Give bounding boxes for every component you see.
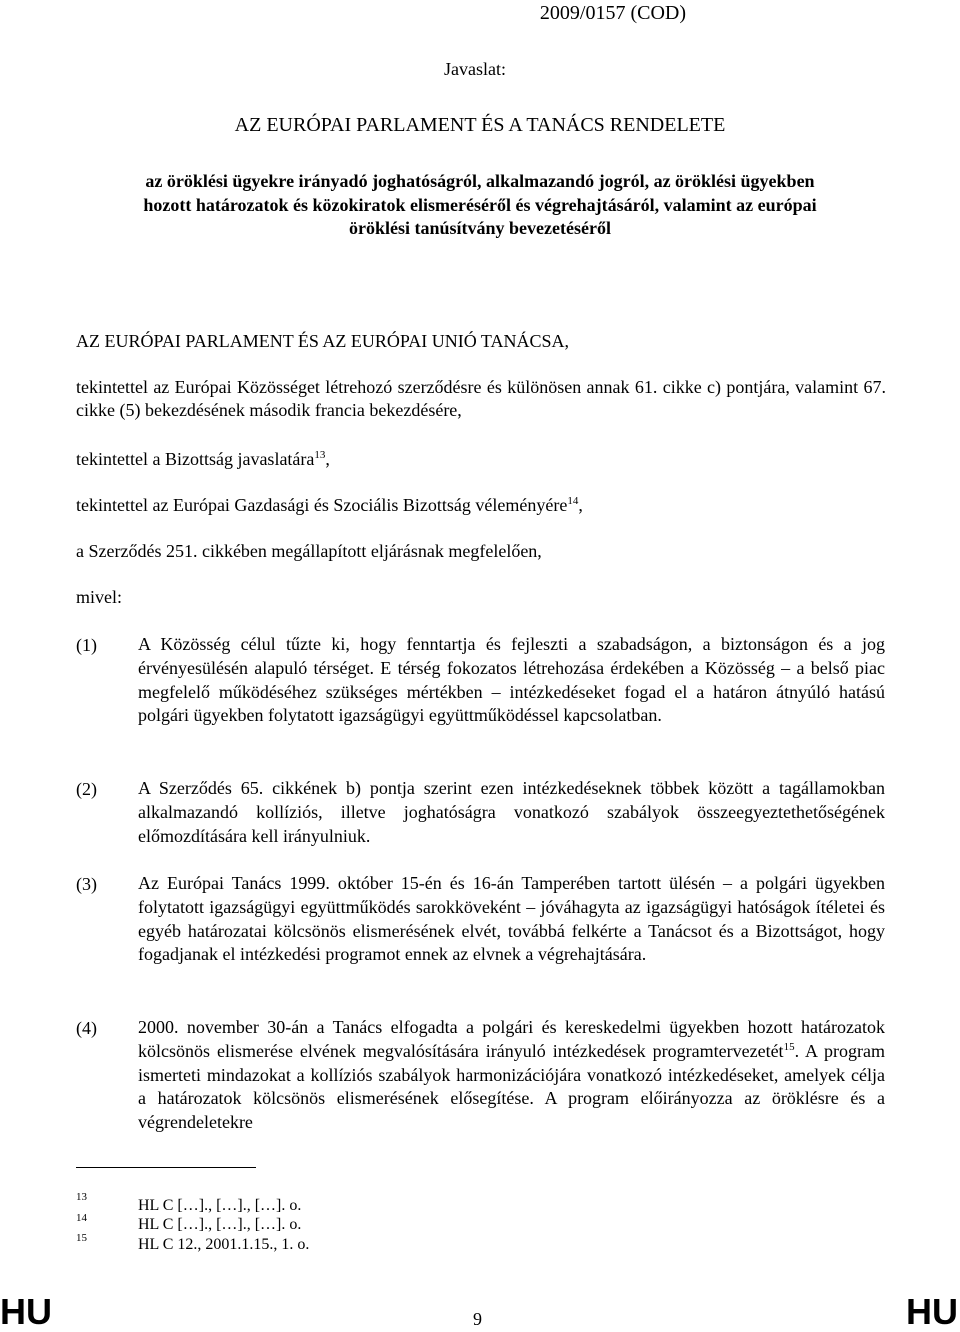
preamble-procedure: a Szerződés 251. cikkében megállapított eljárásnak megfelelően, [76,541,542,561]
recital-text-part: . A program ismerteti mindazokat a kollíziós szabályok harmonizációjára vonatkozó intézkedéseket, amelyek célja a határozatok kölcsönös elismerésének elősegítése. A program előirányozza az öröklésre és a végrendeletekre [138,1040,885,1133]
footnote-ref-14[interactable]: 14 [567,495,579,507]
language-code-right: HU [906,1291,958,1332]
subtitle-line: hozott határozatok és közokiratok elismeréséről és végrehajtásáról, valamint az európai [143,194,817,215]
footnote-divider [76,1167,256,1168]
footnote-text: HL C […]., […]., […]. o. [138,1216,302,1233]
recital-text [138,1016,885,1135]
preamble-eesc-reference [76,494,886,517]
punctuation: , [325,449,330,469]
recital-number: (1) [76,635,97,655]
subtitle-line: az öröklési ügyekre irányadó joghatóságról, alkalmazandó jogról, az öröklési ügyekben [145,171,815,191]
footnote-ref-13[interactable]: 13 [314,449,326,461]
preamble-commission-reference [76,448,886,471]
eesc-reference-text: tekintettel az Európai Gazdasági és Szociális Bizottság véleményére [76,495,568,515]
recital-number: (4) [76,1018,97,1038]
document-reference: 2009/0157 (COD) [539,2,686,24]
footnote-number: 14 [76,1212,87,1224]
subtitle-line: öröklési tanúsítvány bevezetéséről [349,218,611,238]
footnote-text: HL C 12., 2001.1.15., 1. o. [138,1236,310,1253]
preamble-treaty-reference: tekintettel az Európai Közösséget létrehozó szerződésre és különösen annak 61. cikke c) pontjára, valamint 67. cikke (5) bekezdésének második francia bekezdésére, [76,377,886,420]
recital-text: A Közösség célul tűzte ki, hogy fenntartja és fejleszti a szabadságon, a biztonságon és a jog érvényesülésén alapuló térséget. E térség fokozatos létrehozása érdekében a Közösség – a belső piac megfelelő működéséhez szükséges mértékben – intézkedéseket fogad el a határon átnyúló hatású polgári ügyekben folytatott igazságügyi együttműködéssel kapcsolatban. [138,634,885,726]
preamble-addressee: AZ EURÓPAI PARLAMENT ÉS AZ EURÓPAI UNIÓ TANÁCSA, [76,331,569,351]
recital-text-part: 2000. november 30-án a Tanács elfogadta a polgári és kereskedelmi ügyekben hozott határozatok kölcsönös elismerése elvének megvalósítására irányuló intézkedések programtervezetét [138,1017,885,1061]
recital-number: (3) [76,874,97,894]
punctuation: , [578,495,583,515]
recital-text: A Szerződés 65. cikkének b) pontja szerint ezen intézkedéseknek többek között a tagállamokban alkalmazandó kollíziós, illetve joghatóságra vonatkozó szabályok összeegyeztethetőségének előmozdítására kell irányulniuk. [138,778,885,846]
regulation-title: AZ EURÓPAI PARLAMENT ÉS A TANÁCS RENDELETE [234,114,726,136]
footnote-number: 13 [76,1191,87,1203]
recital-number: (2) [76,779,97,799]
recital-text: Az Európai Tanács 1999. október 15-én és 16-án Tamperében tartott ülésén – a polgári ügyekben folytatott igazságügyi együttműködés sarokköveként – jóváhagyta az igazságügyi hatóságok ítéletei és egyéb határozatai kölcsönös elismerésének elvét, továbbá felkérte a Tanácsot és a Bizottságot, hogy fogadjanak el intézkedési programot ennek az elvnek a végrehajtására. [138,873,885,965]
commission-reference-text: tekintettel a Bizottság javaslatára [76,449,315,469]
footnote-ref-15[interactable]: 15 [783,1040,795,1053]
page-number: 9 [473,1309,482,1329]
proposal-label: Javaslat: [444,59,506,79]
footnote-text: HL C […]., […]., […]. o. [138,1197,302,1214]
preamble-whereas: mivel: [76,587,122,607]
language-code-left: HU [0,1291,52,1332]
regulation-subtitle [76,170,884,241]
footnote-number: 15 [76,1232,87,1244]
